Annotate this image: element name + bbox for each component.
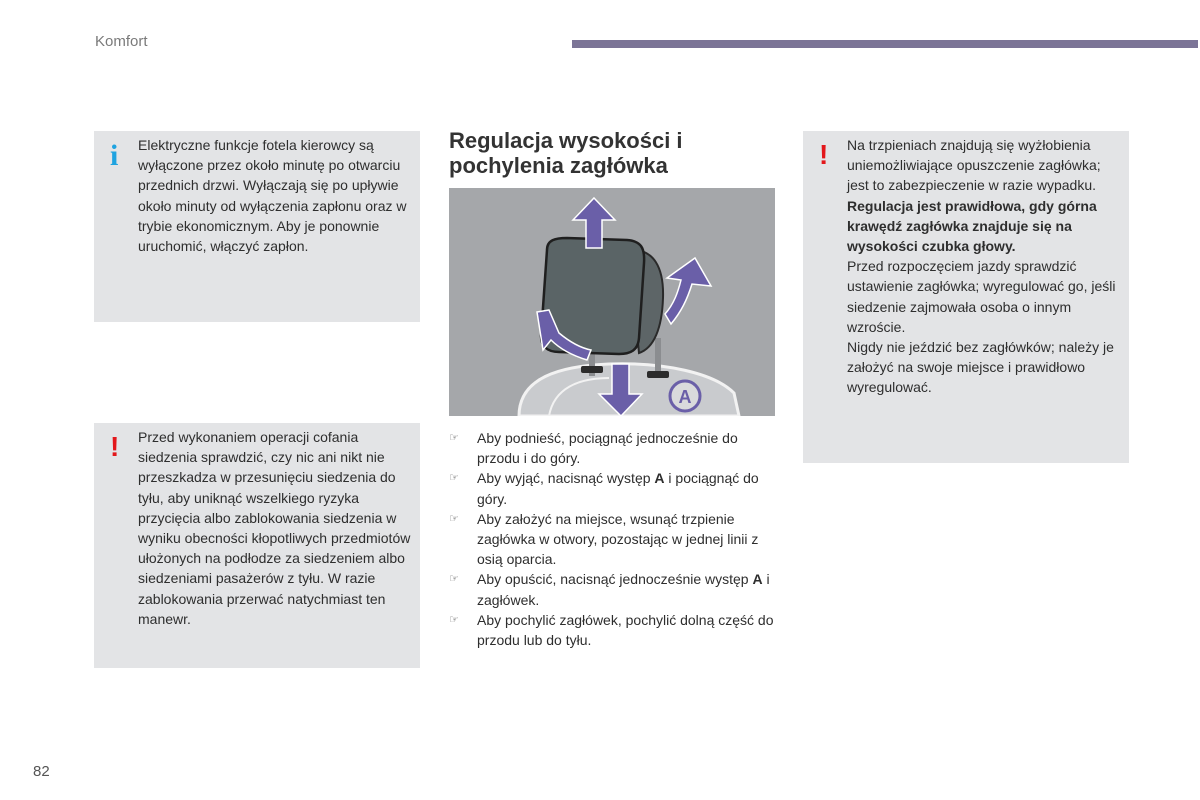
headrest-diagram xyxy=(449,188,775,416)
instruction-step: ☞ Aby wyjąć, nacisnąć występ A i pociągnąć do góry. xyxy=(449,470,759,507)
pointing-hand-icon: ☞ xyxy=(449,432,459,444)
warning-icon: ! xyxy=(819,139,829,170)
page-number: 82 xyxy=(33,763,50,780)
info-text: Elektryczne funkcje fotela kierowcy są wyłączone przez około minutę po otwarciu przednich drzwi. Wyłączają się po upływie około minuty od wyłączenia zapłonu oraz w trybie ekonomicznym. Aby je ponownie uruchomić, włączyć zapłon. xyxy=(138,137,407,255)
instruction-list xyxy=(449,428,779,650)
warning-seat-text: Przed wykonaniem operacji cofania siedzenia sprawdzić, czy nic ani nikt nie przeszkadza w przesunięciu siedzenia do tyłu, aby uniknąć wszelkiego ryzyka przycięcia albo zablokowania siedzenia w wyniku obecności kłopotliwych przedmiotów ułożonych na podłodze za siedzeniem albo siedzeniami pasażerów z tyłu. W razie zablokowania przerwać natychmiast ten manewr. xyxy=(138,429,411,627)
instruction-step: ☞ Aby pochylić zagłówek, pochylić dolną część do przodu lub do tyłu. xyxy=(449,611,774,649)
warning-box-headrest xyxy=(803,131,1129,463)
figure-label-a: A xyxy=(678,387,692,407)
instruction-step: ☞ Aby opuścić, nacisnąć jednocześnie występ A i zagłówek. xyxy=(449,571,770,608)
section-title: Komfort xyxy=(95,33,148,50)
info-icon: i xyxy=(110,139,119,172)
arrow-tilt-forward xyxy=(665,258,711,324)
header-accent-bar xyxy=(572,40,1198,48)
warning-icon: ! xyxy=(110,431,120,462)
pointing-hand-icon: ☞ xyxy=(449,512,459,525)
warning-headrest-text: Na trzpieniach znajdują się wyżłobienia uniemożliwiające opuszczenie zagłówka; jest to zabezpieczenie w razie wypadku. Regulacja jest prawidłowa, gdy górna krawędź zagłówka znajduje się na wysokości czubka głowy. Przed rozpoczęciem jazdy sprawdzić ustawienie zagłówka; wyregulować go, jeśli siedzenie zajmowała osoba o innym wzroście. Nigdy nie jeździć bez zagłówków; należy je założyć na swoje miejsce i prawidłowo wyregulować. xyxy=(847,137,1116,396)
headrest-post-right xyxy=(655,338,661,376)
info-box xyxy=(94,131,420,322)
pointing-hand-icon: ☞ xyxy=(449,472,459,485)
instruction-step: ☞ Aby podnieść, pociągnąć jednocześnie do przodu i do góry. xyxy=(449,430,738,467)
pointing-hand-icon: ☞ xyxy=(449,613,459,626)
pointing-hand-icon: ☞ xyxy=(449,573,459,586)
instruction-step: ☞ Aby założyć na miejsce, wsunąć trzpienie zagłówka w otwory, pozostając w jednej linii z osią oparcia. xyxy=(449,510,759,568)
warning-box-seat xyxy=(94,423,420,668)
headrest-illustration xyxy=(449,188,775,416)
section-heading: Regulacja wysokości i pochylenia zagłówka xyxy=(449,128,683,178)
